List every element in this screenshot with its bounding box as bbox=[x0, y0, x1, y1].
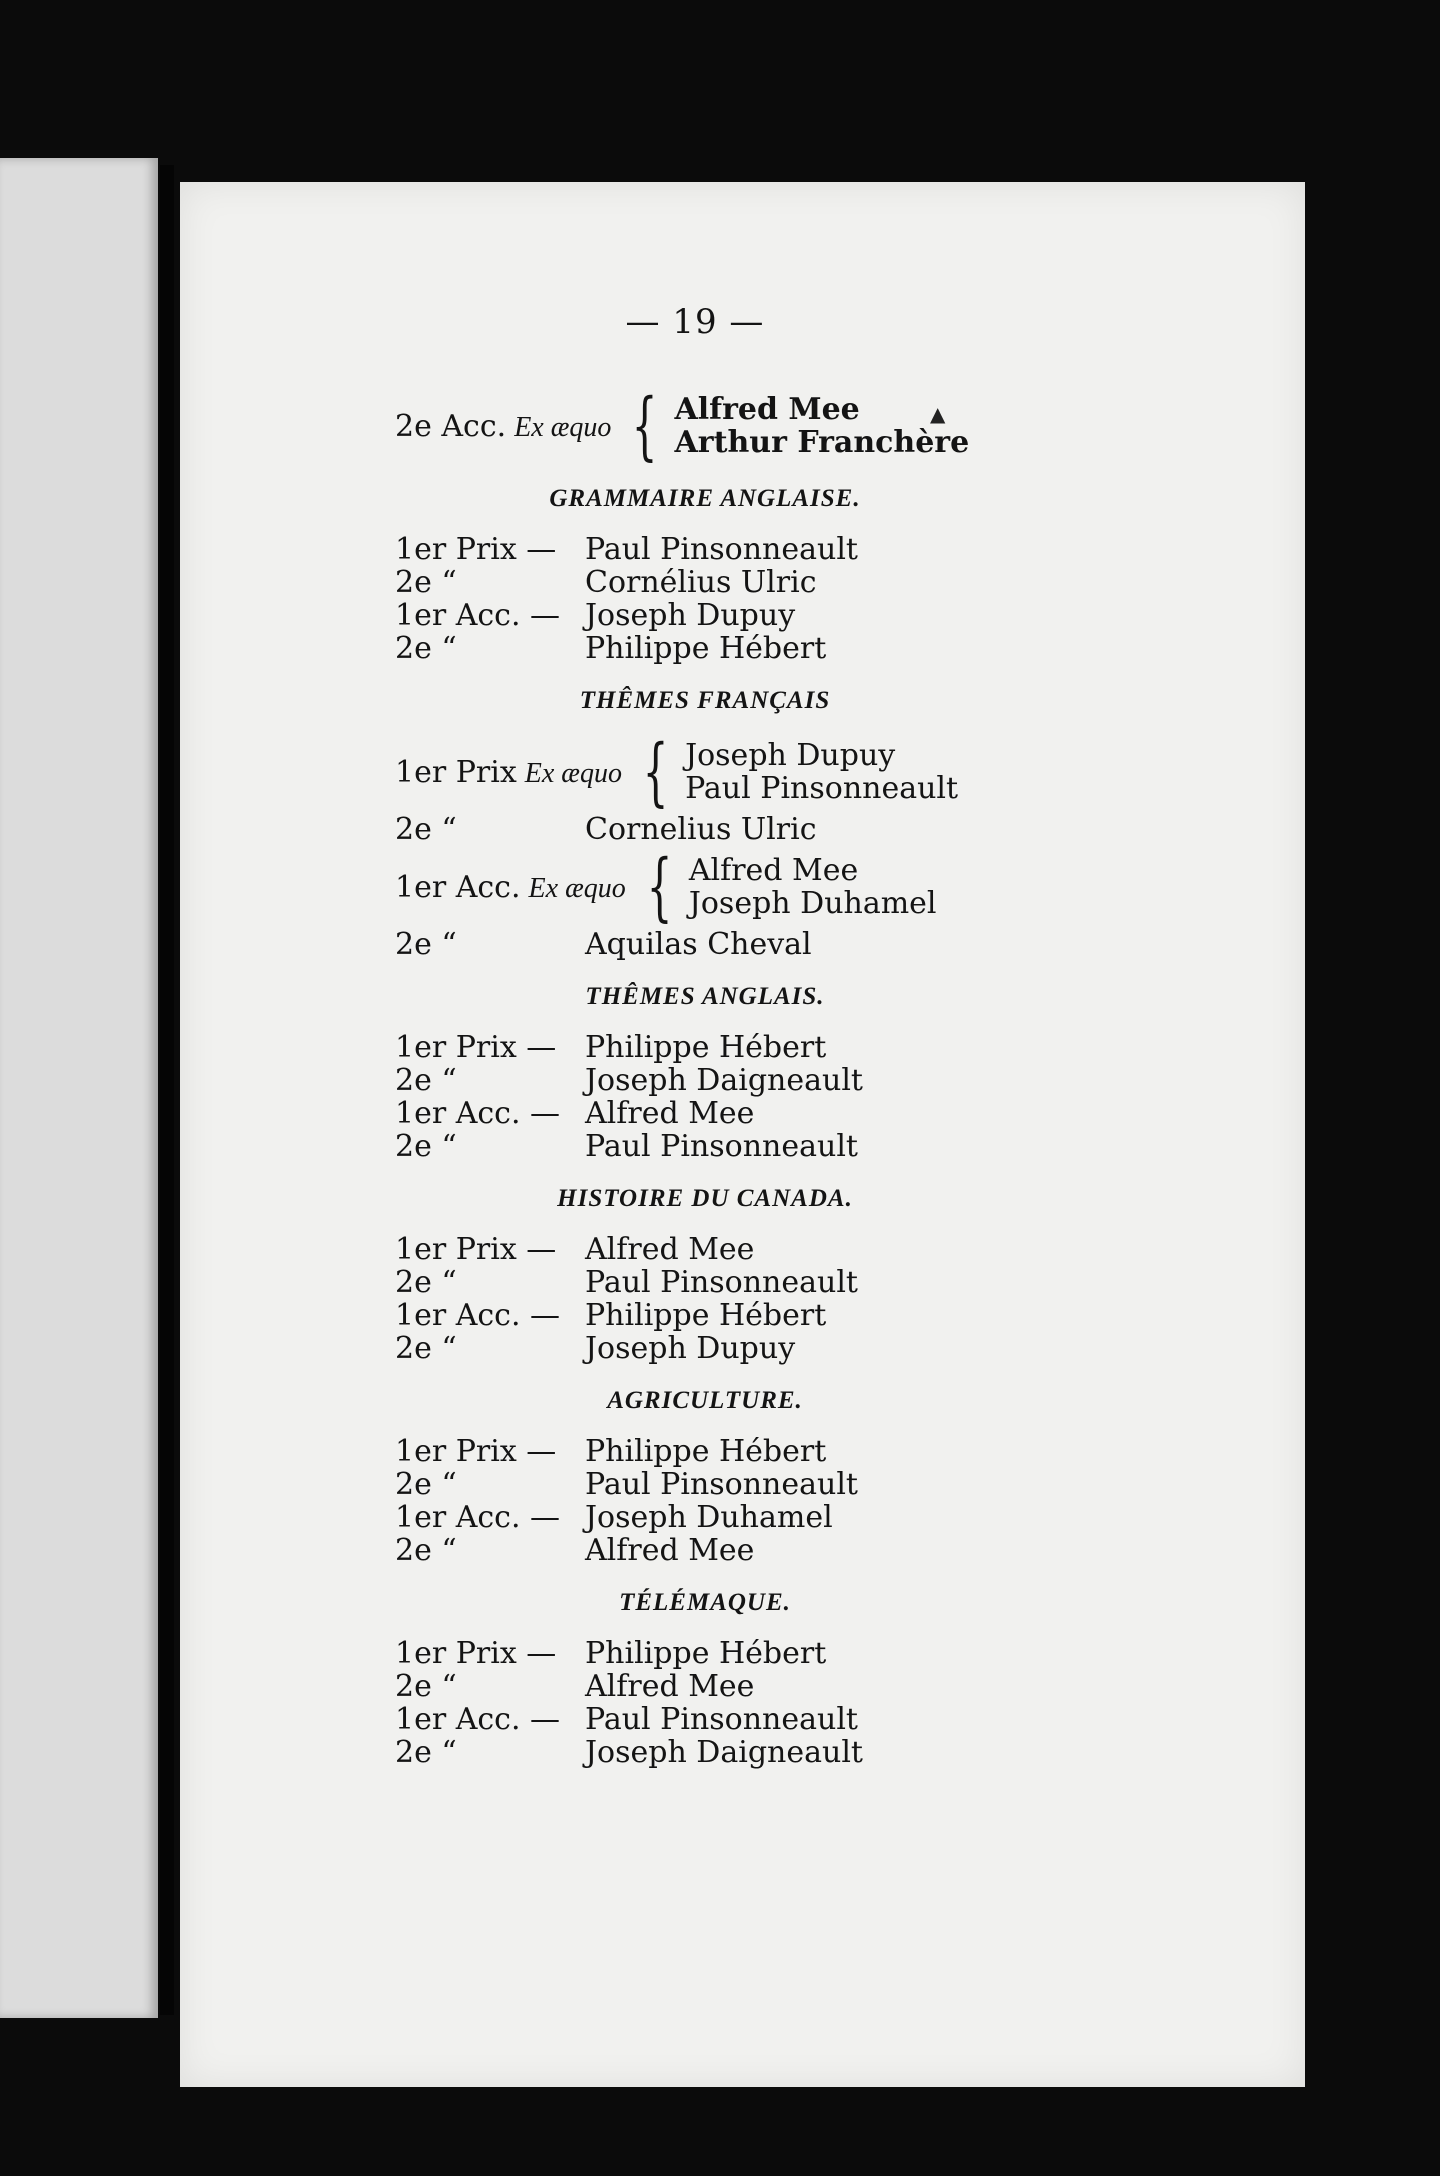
printer-mark-icon: ▲ bbox=[930, 402, 946, 426]
section-title-themes-anglais: THÊMES ANGLAIS. bbox=[585, 983, 825, 1010]
brace-icon: { bbox=[646, 844, 673, 930]
list-item: Alfred Mee bbox=[674, 392, 860, 427]
table-row: 2e “ Paul Pinsonneault bbox=[395, 1467, 858, 1502]
table-row: 1er Acc. — Philippe Hébert bbox=[395, 1298, 827, 1333]
exaequo-row: 1er Acc. Ex æquo { Alfred Mee Joseph Duhamel bbox=[395, 844, 937, 930]
table-row: 2e “ Paul Pinsonneault bbox=[395, 1129, 858, 1164]
table-row: 2e “ Joseph Dupuy bbox=[395, 1331, 796, 1366]
list-item: Joseph Duhamel bbox=[688, 886, 937, 921]
table-row: 1er Prix — Alfred Mee bbox=[395, 1232, 755, 1267]
table-row: 1er Acc. — Joseph Duhamel bbox=[395, 1500, 833, 1535]
table-row: 2e “ Cornelius Ulric bbox=[395, 812, 817, 847]
brace-icon: { bbox=[632, 383, 658, 469]
table-row: 2e “ Alfred Mee bbox=[395, 1533, 755, 1568]
page-number: — 19 — bbox=[625, 302, 765, 342]
exaequo-row: 1er Prix Ex æquo { Joseph Dupuy Paul Pinsonneault bbox=[395, 729, 959, 815]
section-agriculture bbox=[395, 1435, 1015, 1567]
table-row: 1er Prix — Philippe Hébert bbox=[395, 1636, 827, 1671]
list-item: Arthur Franchère bbox=[674, 425, 970, 460]
intro-rank: 2e Acc. Ex æquo bbox=[395, 408, 612, 444]
section-histoire bbox=[395, 1233, 1015, 1365]
section-telemaque bbox=[395, 1637, 1015, 1769]
section-title-agriculture: AGRICULTURE. bbox=[607, 1387, 803, 1414]
section-themes-anglais bbox=[395, 1031, 1015, 1163]
table-row: 1er Acc. — Paul Pinsonneault bbox=[395, 1702, 858, 1737]
list-item: Alfred Mee bbox=[688, 853, 859, 888]
prize-list bbox=[395, 385, 1015, 1773]
section-title-histoire: HISTOIRE DU CANADA. bbox=[557, 1185, 853, 1212]
table-row: 1er Prix — Philippe Hébert bbox=[395, 1030, 827, 1065]
section-grammaire bbox=[395, 533, 1015, 665]
brace-icon: { bbox=[642, 729, 669, 815]
table-row: 2e “ Aquilas Cheval bbox=[395, 927, 812, 962]
table-row: 2e “ Cornélius Ulric bbox=[395, 565, 817, 600]
section-title-themes-francais: THÊMES FRANÇAIS bbox=[579, 687, 831, 714]
table-row: 1er Prix — Paul Pinsonneault bbox=[395, 532, 858, 567]
list-item: Paul Pinsonneault bbox=[685, 771, 959, 806]
table-row: 2e “ Paul Pinsonneault bbox=[395, 1265, 858, 1300]
list-item: Joseph Dupuy bbox=[685, 738, 896, 773]
intro-names bbox=[675, 393, 970, 459]
table-row: 1er Prix — Philippe Hébert bbox=[395, 1434, 827, 1469]
table-row: 2e “ Joseph Daigneault bbox=[395, 1735, 863, 1770]
section-title-grammaire: GRAMMAIRE ANGLAISE. bbox=[549, 485, 861, 512]
table-row: 2e “ Joseph Daigneault bbox=[395, 1063, 863, 1098]
adjacent-page-edge bbox=[0, 158, 158, 2018]
table-row: 2e “ Alfred Mee bbox=[395, 1669, 755, 1704]
table-row: 1er Acc. — Alfred Mee bbox=[395, 1096, 755, 1131]
intro-exaequo bbox=[395, 383, 1015, 469]
section-title-telemaque: TÉLÉMAQUE. bbox=[619, 1589, 791, 1616]
binding-shadow bbox=[160, 165, 174, 2015]
table-row: 2e “ Philippe Hébert bbox=[395, 631, 827, 666]
section-themes-francais bbox=[395, 729, 1015, 962]
table-row: 1er Acc. — Joseph Dupuy bbox=[395, 598, 796, 633]
